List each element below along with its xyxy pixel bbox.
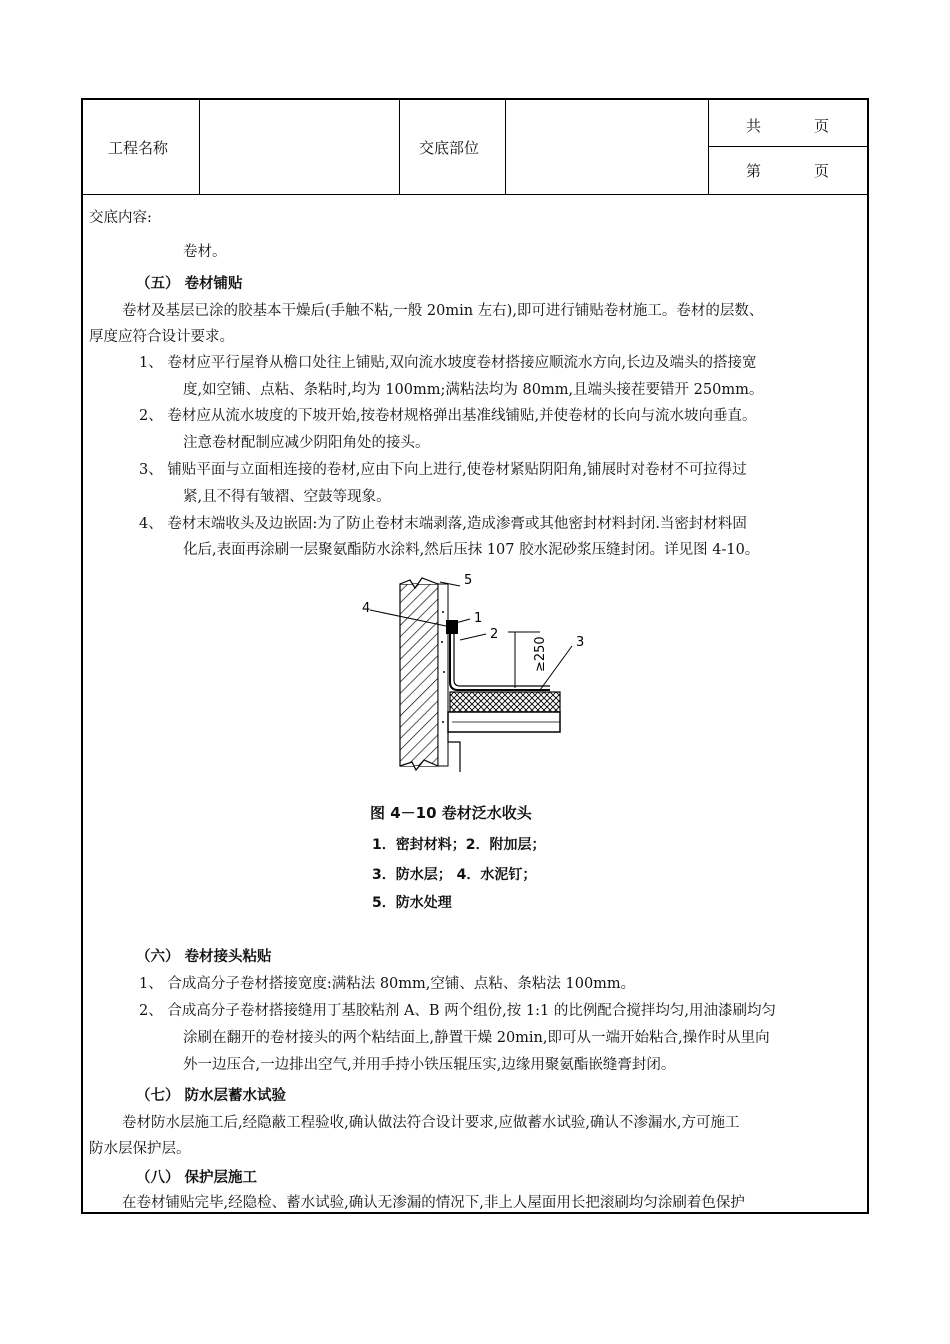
divider: [199, 100, 200, 194]
divider: [505, 100, 506, 194]
paragraph-line: 厚度应符合设计要求。: [89, 329, 234, 345]
figure-legend-line: 3．防水层； 4．水泥钉；: [372, 867, 537, 883]
list-item-continued: 外一边压合,一边排出空气,并用手持小铁压辊压实,边缘用聚氨酯嵌缝膏封闭。: [183, 1057, 676, 1073]
figure-legend-line: 5．防水处理: [372, 895, 452, 911]
page-no-unit: 页: [814, 162, 830, 180]
paragraph-line: 卷材。: [183, 244, 227, 260]
list-item: 1、 卷材应平行屋脊从檐口处往上铺贴,双向流水坡度卷材搭接应顺流水方向,长边及端头的搭接宽: [139, 355, 757, 371]
callout-4: 4: [362, 601, 371, 616]
location-label: 交底部位: [419, 139, 480, 157]
section-heading: （六） 卷材接头粘贴: [136, 949, 272, 965]
content-label: 交底内容:: [89, 210, 152, 226]
list-item-continued: 涂刷在翻开的卷材接头的两个粘结面上,静置干燥 20min,即可从一端开始粘合,操作时从里向: [183, 1030, 770, 1046]
list-item: 2、 合成高分子卷材搭接缝用丁基胶粘剂 A、B 两个组份,按 1:1 的比例配合搅拌均匀,用油漆刷均匀: [139, 1003, 776, 1019]
list-item-continued: 紧,且不得有皱褶、空鼓等现象。: [183, 489, 391, 505]
divider: [708, 146, 867, 147]
list-item: 4、 卷材末端收头及边嵌固:为了防止卷材末端剥落,造成渗膏或其他密封材料封闭.当密封材料固: [139, 516, 747, 532]
paragraph-line: 卷材及基层已涂的胶基本干燥后(手触不粘,一般 20min 左右),即可进行铺贴卷材施工。卷材的层数、: [122, 303, 764, 319]
callout-3: 3: [576, 635, 585, 650]
dimension-label: ≥250: [533, 636, 548, 672]
paragraph-line: 防水层保护层。: [89, 1141, 191, 1157]
total-pages-label: 共: [746, 117, 762, 135]
project-name-label: 工程名称: [108, 139, 169, 157]
paragraph-line: 卷材防水层施工后,经隐蔽工程验收,确认做法符合设计要求,应做蓄水试验,确认不渗漏水,方可施工: [122, 1115, 740, 1131]
header-table: [83, 100, 867, 195]
figure-caption-title: 图 4－10 卷材泛水收头: [370, 804, 532, 822]
list-item-continued: 化后,表面再涂刷一层聚氨酯防水涂料,然后压抹 107 胶水泥砂浆压缝封闭。详见图 4-10。: [183, 542, 760, 558]
divider: [399, 100, 400, 194]
total-pages-unit: 页: [814, 117, 830, 135]
list-item: 2、 卷材应从流水坡度的下坡开始,按卷材规格弹出基准线铺贴,并使卷材的长向与流水坡向垂直。: [139, 408, 757, 424]
page-no-label: 第: [746, 162, 762, 180]
paragraph-line: 在卷材铺贴完毕,经隐检、蓄水试验,确认无渗漏的情况下,非上人屋面用长把滚刷均匀涂刷着色保护: [122, 1195, 745, 1211]
section-heading: （八） 保护层施工: [136, 1170, 258, 1186]
section-heading: （五） 卷材铺贴: [136, 276, 243, 292]
callout-1: 1: [474, 611, 483, 626]
callout-2: 2: [490, 627, 499, 642]
list-item: 1、 合成高分子卷材搭接宽度:满粘法 80mm,空铺、点粘、条粘法 100mm。: [139, 976, 636, 992]
figure-legend-line: 1．密封材料；2．附加层；: [372, 837, 546, 853]
figure-4-10: [340, 572, 630, 922]
section-heading: （七） 防水层蓄水试验: [136, 1088, 287, 1104]
callout-5: 5: [464, 573, 473, 588]
divider: [708, 100, 709, 194]
list-item: 3、 铺贴平面与立面相连接的卷材,应由下向上进行,使卷材紧贴阴阳角,铺展时对卷材不可拉得过: [139, 462, 747, 478]
list-item-continued: 度,如空铺、点粘、条粘时,均为 100mm;满粘法均为 80mm,且端头接茬要错开 250mm。: [183, 382, 764, 398]
list-item-continued: 注意卷材配制应减少阴阳角处的接头。: [183, 435, 430, 451]
